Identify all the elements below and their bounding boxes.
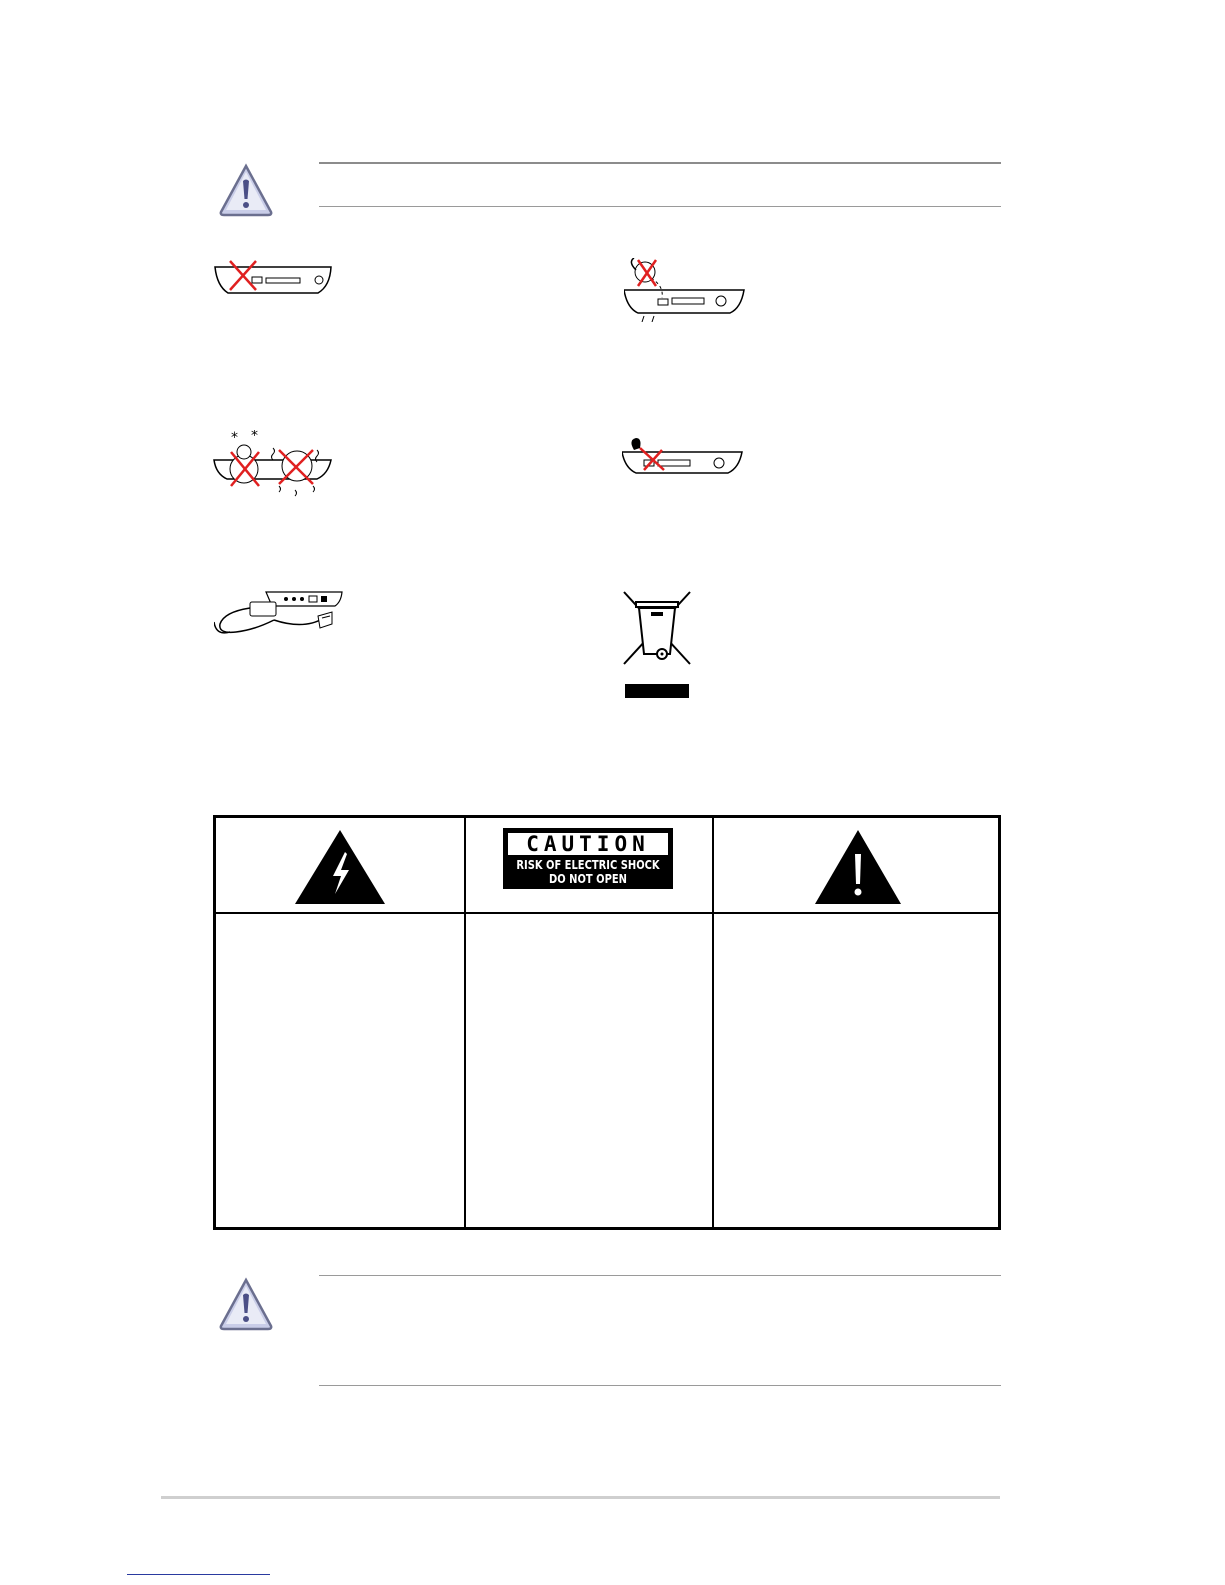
exclamation-triangle-icon — [813, 828, 903, 911]
caution-title: CAUTION — [508, 833, 668, 855]
crossed-out-bin-icon — [622, 590, 694, 705]
warning-icon-bottom — [217, 1276, 275, 1332]
bottom-link-underline — [127, 1574, 270, 1575]
table-row-divider — [216, 912, 998, 914]
power-adapter-illustration — [214, 590, 344, 647]
note-bottom-rule-upper — [319, 1275, 1001, 1276]
device-no-impact-illustration — [214, 260, 334, 305]
note-bottom-rule-lower — [319, 1385, 1001, 1386]
caution-line-2: DO NOT OPEN — [549, 872, 627, 886]
svg-text:*: * — [251, 430, 258, 444]
device-no-foreign-objects-illustration — [622, 436, 744, 483]
table-col-divider-1 — [464, 818, 466, 1227]
note-top-rule-upper — [319, 162, 1001, 164]
device-no-extreme-temperature-illustration — [213, 430, 335, 510]
device-no-liquid-illustration — [624, 258, 746, 327]
note-top-rule-lower — [319, 206, 1001, 207]
footer-rule — [161, 1496, 1000, 1499]
svg-text:*: * — [231, 430, 238, 446]
warning-icon-top — [217, 162, 275, 218]
table-col-divider-2 — [712, 818, 714, 1227]
caution-electric-shock-label — [503, 828, 673, 889]
lightning-triangle-icon — [293, 828, 387, 911]
caution-line-1: RISK OF ELECTRIC SHOCK — [516, 858, 660, 872]
